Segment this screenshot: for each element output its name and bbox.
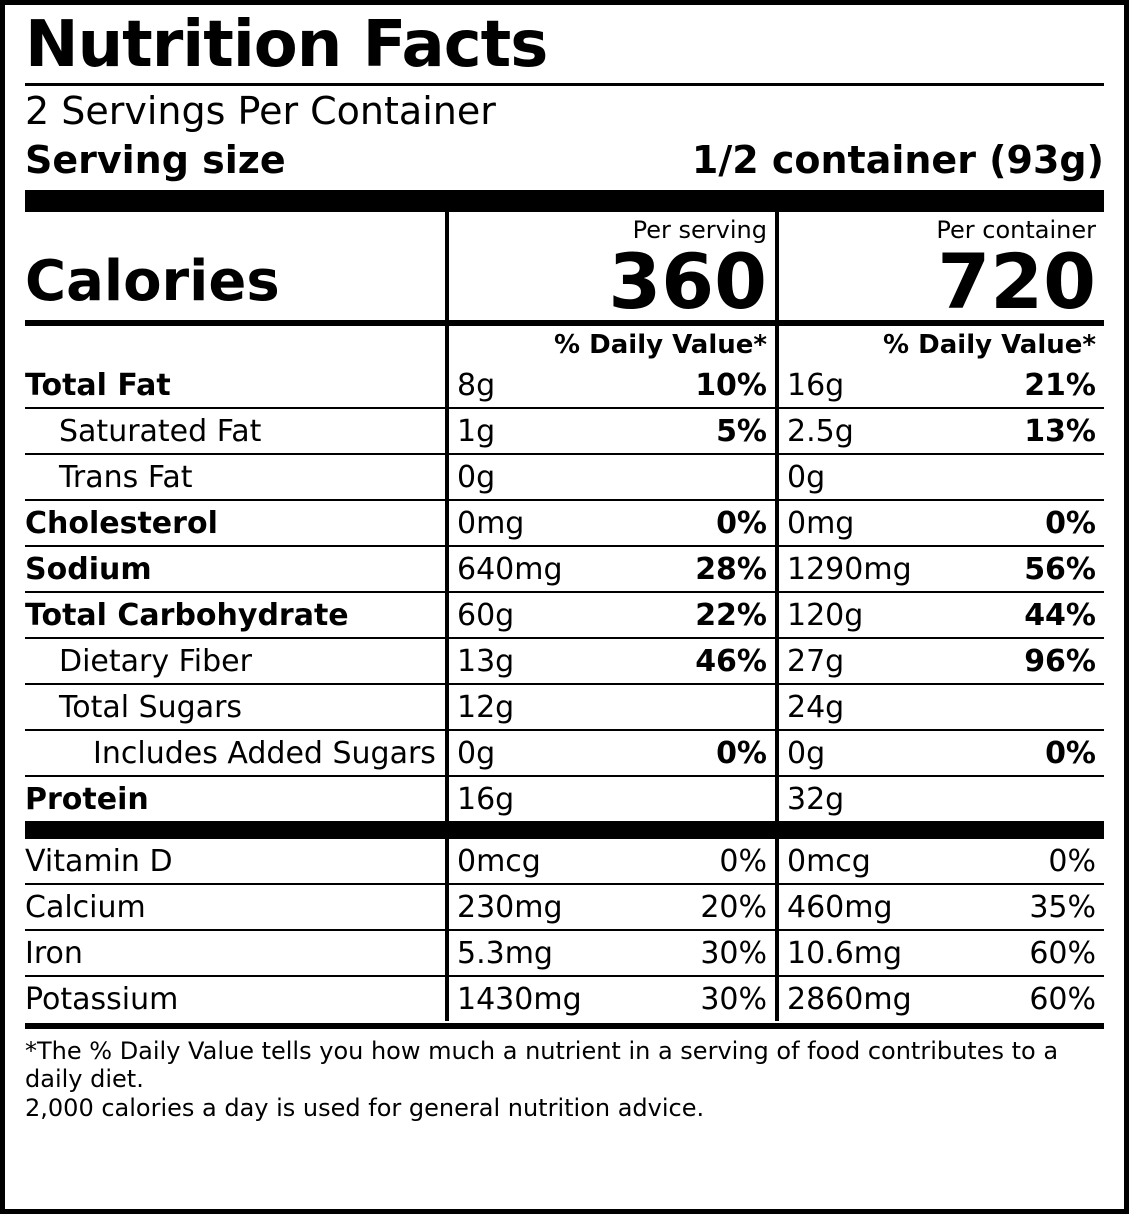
column-header-per-container: Per container: [775, 212, 1104, 246]
table-row: [25, 839, 1104, 883]
vitamin-serving-amount: 0mcg: [457, 843, 541, 879]
nutrient-container-dv: 96%: [1024, 643, 1096, 679]
table-row: [25, 883, 1104, 929]
nutrient-serving-cell: [445, 591, 775, 637]
vitamin-container-amount: 0mcg: [787, 843, 871, 879]
vitamin-serving-cell: [445, 883, 775, 929]
nutrient-container-cell: [775, 683, 1104, 729]
nutrient-serving-amount: 0mg: [457, 505, 525, 541]
nutrient-container-amount: 27g: [787, 643, 845, 679]
nutrient-serving-dv: 0%: [716, 735, 767, 771]
nutrient-container-cell: [775, 499, 1104, 545]
nutrient-container-amount: 0g: [787, 459, 826, 495]
vitamin-container-amount: 2860mg: [787, 981, 912, 1017]
calories-per-container: 720: [775, 246, 1104, 320]
nutrient-serving-dv: 46%: [695, 643, 767, 679]
vitamin-name: Calcium: [25, 883, 445, 929]
vitamin-container-amount: 10.6mg: [787, 935, 903, 971]
footnote: [25, 1029, 1104, 1122]
vitamin-container-dv: 60%: [1029, 981, 1096, 1017]
nutrient-serving-cell: [445, 499, 775, 545]
table-row: [25, 975, 1104, 1021]
divider-thick-top: [25, 190, 1104, 212]
nutrient-serving-dv: 5%: [716, 413, 767, 449]
column-header-spacer: [25, 212, 445, 246]
nutrient-serving-amount: 60g: [457, 597, 515, 633]
nutrient-container-cell: [775, 407, 1104, 453]
nutrient-container-cell: [775, 363, 1104, 407]
nutrient-serving-amount: 13g: [457, 643, 515, 679]
table-row: [25, 929, 1104, 975]
page-title: Nutrition Facts: [25, 8, 548, 82]
nutrient-container-dv: 56%: [1024, 551, 1096, 587]
calories-row: [25, 236, 1104, 326]
divider-segment-container: [775, 821, 1104, 839]
vitamin-container-amount: 460mg: [787, 889, 893, 925]
table-row: [25, 775, 1104, 821]
footnote-line-2: 2,000 calories a day is used for general nutrition advice.: [25, 1093, 705, 1122]
nutrient-serving-dv: 0%: [716, 505, 767, 541]
nutrient-container-amount: 1290mg: [787, 551, 912, 587]
vitamin-serving-cell: [445, 975, 775, 1021]
nutrient-name: Total Sugars: [25, 683, 445, 729]
footnote-line-1: *The % Daily Value tells you how much a nutrient in a serving of food contributes to a daily diet.: [25, 1036, 1059, 1094]
nutrient-name: Includes Added Sugars: [25, 729, 445, 775]
divider-segment-name: [25, 821, 445, 839]
nutrient-container-cell: [775, 637, 1104, 683]
divider-segment-serving: [445, 821, 775, 839]
calories-per-serving: 360: [445, 246, 775, 320]
nutrient-container-amount: 24g: [787, 689, 845, 725]
nutrient-serving-amount: 1g: [457, 413, 496, 449]
nutrient-table: [25, 363, 1104, 821]
serving-size-row: [25, 136, 1104, 190]
servings-per-container: 2 Servings Per Container: [25, 89, 496, 133]
vitamin-name: Vitamin D: [25, 843, 173, 879]
nutrient-container-cell: [775, 453, 1104, 499]
nutrient-serving-cell: [445, 407, 775, 453]
vitamin-name: Potassium: [25, 975, 445, 1021]
vitamin-name: Iron: [25, 929, 445, 975]
daily-value-header-container: % Daily Value*: [775, 326, 1104, 363]
table-row: [25, 591, 1104, 637]
nutrient-serving-cell: [445, 775, 775, 821]
nutrient-name: Sodium: [25, 545, 445, 591]
serving-size-label: Serving size: [25, 137, 286, 182]
nutrient-serving-cell: [445, 729, 775, 775]
nutrient-container-cell: [775, 545, 1104, 591]
vitamin-container-cell: [775, 975, 1104, 1021]
serving-size-value: 1/2 container (93g): [691, 137, 1104, 182]
table-row: [25, 453, 1104, 499]
nutrient-serving-dv: 28%: [695, 551, 767, 587]
nutrient-name: Cholesterol: [25, 499, 445, 545]
nutrient-serving-amount: 16g: [457, 781, 515, 817]
nutrient-container-dv: 21%: [1024, 367, 1096, 403]
table-row: [25, 683, 1104, 729]
vitamin-container-cell: [775, 883, 1104, 929]
nutrient-name: Total Carbohydrate: [25, 591, 445, 637]
nutrient-serving-cell: [445, 363, 775, 407]
nutrient-name: Dietary Fiber: [25, 637, 445, 683]
nutrient-serving-dv: 22%: [695, 597, 767, 633]
column-header-per-serving: Per serving: [445, 212, 775, 246]
nutrient-serving-cell: [445, 545, 775, 591]
vitamin-table: [25, 839, 1104, 1021]
divider-before-vitamins: [25, 821, 1104, 839]
daily-value-header-row: [25, 326, 1104, 363]
nutrient-container-dv: 13%: [1024, 413, 1096, 449]
vitamin-container-cell: [775, 929, 1104, 975]
vitamin-serving-amount: 5.3mg: [457, 935, 553, 971]
vitamin-serving-dv: 0%: [719, 843, 767, 879]
nutrient-serving-amount: 640mg: [457, 551, 563, 587]
table-row: [25, 637, 1104, 683]
vitamin-container-dv: 35%: [1029, 889, 1096, 925]
daily-value-header-serving: % Daily Value*: [445, 326, 775, 363]
table-row: [25, 545, 1104, 591]
vitamin-container-dv: 0%: [1048, 843, 1096, 879]
vitamin-container-cell: [775, 839, 1104, 883]
nutrient-container-cell: [775, 591, 1104, 637]
nutrient-container-amount: 32g: [787, 781, 845, 817]
nutrient-serving-amount: 12g: [457, 689, 515, 725]
nutrient-container-amount: 16g: [787, 367, 845, 403]
table-row: [25, 407, 1104, 453]
nutrient-serving-cell: [445, 453, 775, 499]
nutrient-container-dv: 44%: [1024, 597, 1096, 633]
nutrient-name: Total Fat: [25, 367, 171, 403]
daily-value-header-spacer: [25, 326, 445, 363]
vitamin-serving-amount: 1430mg: [457, 981, 582, 1017]
vitamin-serving-amount: 230mg: [457, 889, 563, 925]
nutrient-serving-amount: 0g: [457, 735, 496, 771]
nutrient-container-amount: 2.5g: [787, 413, 854, 449]
nutrient-container-amount: 120g: [787, 597, 864, 633]
vitamin-serving-cell: [445, 839, 775, 883]
nutrient-name: Saturated Fat: [25, 407, 445, 453]
nutrient-serving-amount: 0g: [457, 459, 496, 495]
vitamin-container-dv: 60%: [1029, 935, 1096, 971]
table-row: [25, 729, 1104, 775]
nutrient-container-cell: [775, 775, 1104, 821]
nutrient-serving-cell: [445, 637, 775, 683]
calories-label: Calories: [25, 248, 280, 314]
nutrient-serving-cell: [445, 683, 775, 729]
nutrient-container-amount: 0g: [787, 735, 826, 771]
table-row: [25, 363, 1104, 407]
nutrient-container-amount: 0mg: [787, 505, 855, 541]
nutrient-container-dv: 0%: [1045, 505, 1096, 541]
vitamin-serving-dv: 30%: [700, 981, 767, 1017]
nutrient-serving-amount: 8g: [457, 367, 496, 403]
nutrient-container-dv: 0%: [1045, 735, 1096, 771]
nutrient-name: Trans Fat: [25, 453, 445, 499]
nutrient-container-cell: [775, 729, 1104, 775]
vitamin-serving-cell: [445, 929, 775, 975]
nutrient-serving-dv: 10%: [695, 367, 767, 403]
nutrient-name: Protein: [25, 775, 445, 821]
table-row: [25, 499, 1104, 545]
vitamin-serving-dv: 20%: [700, 889, 767, 925]
vitamin-serving-dv: 30%: [700, 935, 767, 971]
